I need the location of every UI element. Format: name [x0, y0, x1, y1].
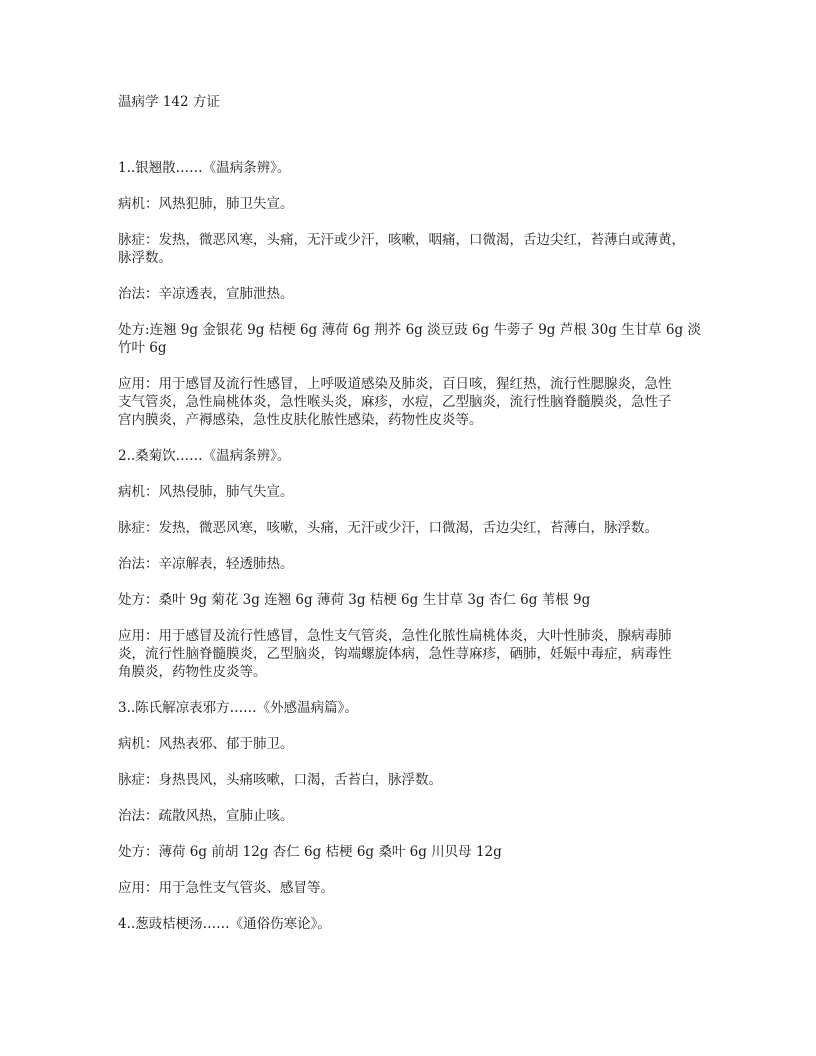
text-line: 治法：辛凉透表，宣肺泄热。 [118, 286, 294, 302]
text-line: 治法：辛凉解表，轻透肺热。 [118, 556, 294, 572]
text-line: 角膜炎，药物性皮炎等。 [118, 664, 267, 680]
text-line: 应用：用于感冒及流行性感冒，上呼吸道感染及肺炎，百日咳，猩红热，流行性腮腺炎，急性 [118, 376, 672, 392]
text-line: 脉浮数。 [118, 250, 172, 266]
paragraph [118, 915, 718, 933]
paragraph [118, 555, 718, 573]
paragraph [118, 591, 718, 609]
paragraph [118, 483, 718, 501]
text-line: 病机：风热侵肺，肺气失宣。 [118, 484, 294, 500]
text-line: 应用：用于感冒及流行性感冒，急性支气管炎，急性化脓性扁桃体炎，大叶性肺炎，腺病毒肺 [118, 628, 672, 644]
text-line: 处方:连翘 9g 金银花 9g 桔梗 6g 薄荷 6g 荆芥 6g 淡豆豉 6g 牛蒡子 9g 芦根 30g 生甘草 6g 淡 [118, 322, 701, 338]
paragraph [118, 519, 718, 537]
text-line: 竹叶 6g [118, 340, 167, 356]
text-line: 处方：薄荷 6g 前胡 12g 杏仁 6g 桔梗 6g 桑叶 6g 川贝母 12g [118, 844, 502, 860]
text-line: 脉症：身热畏风，头痛咳嗽，口渴，舌苔白，脉浮数。 [118, 772, 442, 788]
paragraph [118, 807, 718, 825]
paragraph [118, 699, 718, 717]
paragraph [118, 627, 718, 681]
text-line: 脉症：发热，微恶风寒，咳嗽，头痛，无汗或少汗，口微渴，舌边尖红，苔薄白，脉浮数。 [118, 520, 658, 536]
text-line: 应用：用于急性支气管炎、感冒等。 [118, 880, 334, 896]
text-line: 1..银翘散……《温病条辨》。 [118, 160, 291, 176]
text-line: 炎，流行性脑脊髓膜炎，乙型脑炎，钩端螺旋体病，急性荨麻疹，硒肺，妊娠中毒症，病毒性 [118, 646, 672, 662]
paragraph [118, 231, 718, 267]
paragraph [118, 321, 718, 357]
paragraph [118, 771, 718, 789]
paragraph [118, 735, 718, 753]
text-line: 病机：风热表邪、郁于肺卫。 [118, 736, 294, 752]
paragraph [118, 285, 718, 303]
paragraph [118, 879, 718, 897]
document-body [118, 159, 718, 933]
text-line: 支气管炎，急性扁桃体炎，急性喉头炎，麻疹，水痘，乙型脑炎，流行性脑脊髓膜炎，急性子 [118, 394, 672, 410]
text-line: 脉症：发热，微恶风寒，头痛，无汗或少汗，咳嗽，咽痛，口微渴，舌边尖红，苔薄白或薄黄， [118, 232, 685, 248]
text-line: 4..葱豉桔梗汤……《通俗伤寒论》。 [118, 916, 331, 932]
paragraph [118, 843, 718, 861]
text-line: 宫内膜炎，产褥感染，急性皮肤化脓性感染，药物性皮炎等。 [118, 412, 483, 428]
paragraph [118, 159, 718, 177]
paragraph [118, 447, 718, 465]
paragraph [118, 375, 718, 429]
text-line: 治法：疏散风热，宣肺止咳。 [118, 808, 294, 824]
paragraph [118, 195, 718, 213]
text-line: 处方：桑叶 9g 菊花 3g 连翘 6g 薄荷 3g 桔梗 6g 生甘草 3g 杏仁 6g 苇根 9g [118, 592, 591, 608]
text-line: 病机：风热犯肺，肺卫失宣。 [118, 196, 294, 212]
text-line: 2..桑菊饮……《温病条辨》。 [118, 448, 291, 464]
document-title: 温病学 142 方证 [118, 94, 220, 110]
text-line: 3..陈氏解凉表邪方……《外感温病篇》。 [118, 700, 358, 716]
document-page [118, 93, 718, 951]
